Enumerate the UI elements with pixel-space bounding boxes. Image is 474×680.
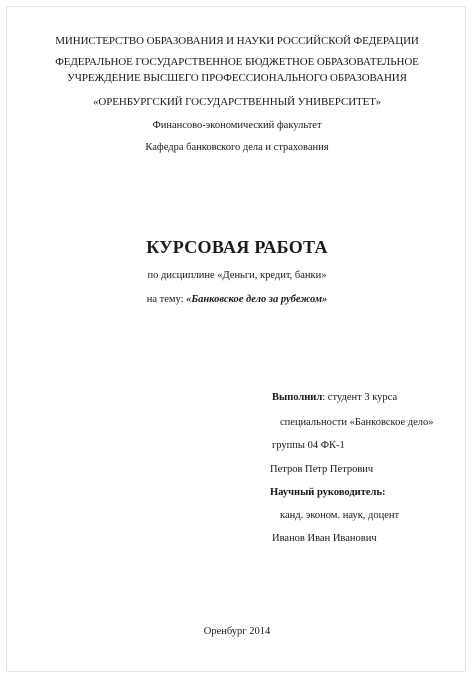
institution-line-1: ФЕДЕРАЛЬНОЕ ГОСУДАРСТВЕННОЕ БЮДЖЕТНОЕ ОБРАЗОВАТЕЛЬНОЕ	[55, 56, 419, 68]
topic-title: «Банковское дело за рубежом»	[186, 294, 328, 305]
author-label: Выполнил	[272, 392, 323, 403]
ministry-line: МИНИСТЕРСТВО ОБРАЗОВАНИЯ И НАУКИ РОССИЙСКОЙ ФЕДЕРАЦИИ	[55, 35, 419, 47]
department-name: Кафедра банковского дела и страхования	[145, 142, 329, 153]
author-student: : студент 3 курса	[322, 392, 398, 403]
supervisor-name: Иванов Иван Иванович	[272, 533, 377, 544]
discipline-line: по дисциплине «Деньги, кредит, банки»	[147, 270, 327, 281]
supervisor-degree: канд. эконом. наук, доцент	[280, 510, 400, 521]
supervisor-label: Научный руководитель:	[270, 487, 386, 498]
document-title: КУРСОВАЯ РАБОТА	[146, 237, 328, 257]
topic-prefix: на тему:	[146, 294, 184, 305]
author-role-line	[272, 392, 397, 404]
author-specialty: специальности «Банковское дело»	[280, 417, 434, 428]
topic-line	[0, 294, 474, 306]
city-year: Оренбург 2014	[203, 626, 271, 637]
faculty-name: Финансово-экономический факультет	[152, 120, 322, 131]
institution-line-2: УЧРЕЖДЕНИЕ ВЫСШЕГО ПРОФЕССИОНАЛЬНОГО ОБРАЗОВАНИЯ	[67, 72, 407, 84]
university-name: «ОРЕНБУРГСКИЙ ГОСУДАРСТВЕННЫЙ УНИВЕРСИТЕТ»	[92, 96, 382, 108]
author-group: группы 04 ФК-1	[272, 440, 345, 451]
author-name: Петров Петр Петрович	[270, 464, 374, 475]
